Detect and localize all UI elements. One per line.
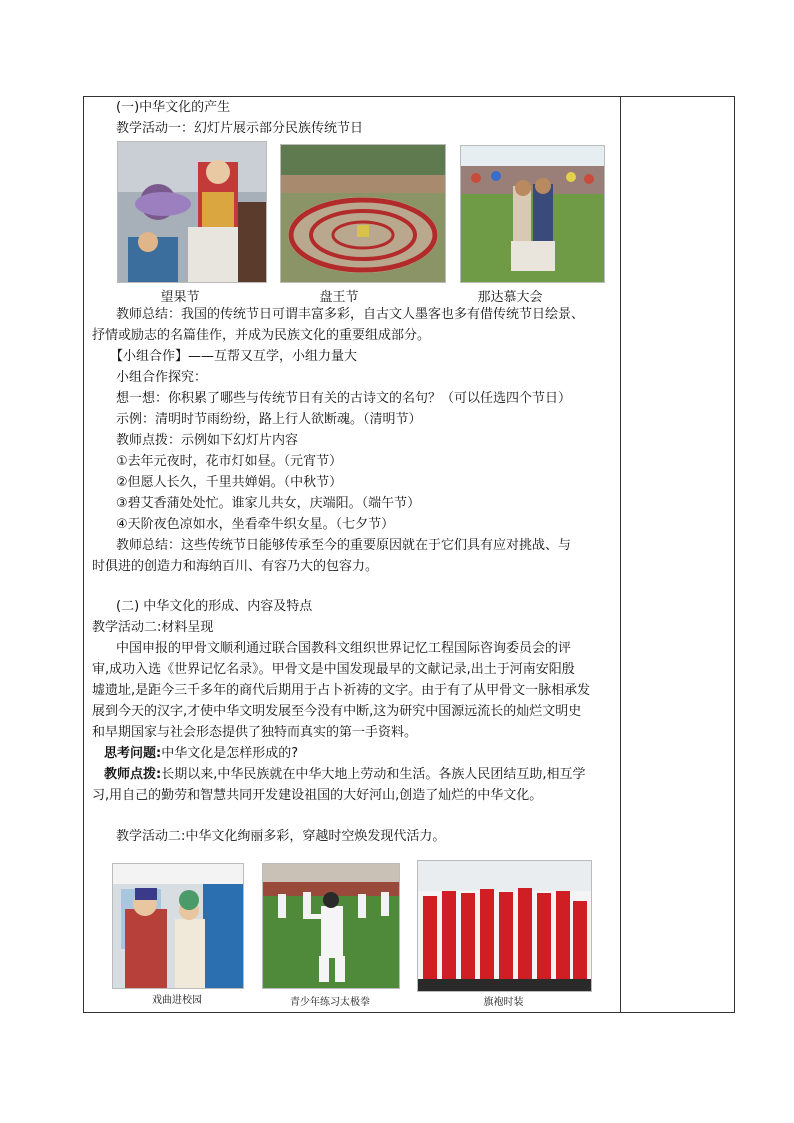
section1-heading: (一)中华文化的产生 <box>116 100 231 115</box>
activity2-label: 教学活动二:材料呈现 <box>92 620 214 635</box>
think-question-row <box>104 745 298 763</box>
think-question: 想一想：你积累了哪些与传统节日有关的古诗文的名句？（可以任选四个节日） <box>116 391 572 406</box>
activity3-label: 教学活动二:中华文化绚丽多彩，穿越时空焕发现代活力。 <box>116 829 446 844</box>
photo-caption: 盘王节 <box>319 290 359 305</box>
culture-photo-opera <box>112 863 244 989</box>
material-line: 展到今天的汉字,才使中华文明发展至今没有中断,这为研究中国源远流长的灿烂文明史 <box>92 704 582 719</box>
teacher-hint: 教师点拨：示例如下幻灯片内容 <box>116 433 299 448</box>
hint-text: 长期以来,中华民族就在中华大地上劳动和生活。各族人民团结互助,相互学 <box>161 767 586 782</box>
section2-heading: (二) 中华文化的形成、内容及特点 <box>116 599 313 614</box>
question-text: 中华文化是怎样形成的? <box>161 746 299 761</box>
poem-line: ④天阶夜色凉如水，坐看牵牛织女星。（七夕节） <box>116 517 395 532</box>
festival-photo-wangguo <box>117 141 267 283</box>
photo-caption: 旗袍时装 <box>483 997 524 1008</box>
festival-photo-panwang <box>280 144 446 283</box>
question-label: 思考问题: <box>104 746 162 761</box>
table-column-divider <box>620 96 621 1013</box>
culture-photo-qipao <box>417 860 592 992</box>
teacher-hint-line2: 习,用自己的勤劳和智慧共同开发建设祖国的大好河山,创造了灿烂的中华文化。 <box>92 788 543 803</box>
material-line: 中国申报的甲骨文顺利通过联合国教科文组织世界记忆工程国际咨询委员会的评 <box>116 641 572 656</box>
poem-line: ③碧艾香蒲处处忙。谁家儿共女，庆端阳。（端午节） <box>116 496 421 511</box>
teacher-hint-row <box>104 766 585 784</box>
poem-line: ①去年元夜时，花市灯如昼。（元宵节） <box>116 454 343 469</box>
material-line: 审,成功入选《世界记忆名录》。甲骨文是中国发现最早的文献记录,出土于河南安阳殷 <box>92 662 575 677</box>
material-line: 和早期国家与社会形态提供了独特而真实的第一手资料。 <box>92 725 418 740</box>
poem-line: ②但愿人长久，千里共婵娟。（中秋节） <box>116 475 343 490</box>
photo-caption: 那达慕大会 <box>477 290 543 305</box>
teacher-summary-1b: 抒情或励志的名篇佳作，并成为民族文化的重要组成部分。 <box>92 328 431 343</box>
photo-caption: 戏曲进校园 <box>152 995 202 1006</box>
group-work-title: 【小组合作】——互帮又互学，小组力量大 <box>110 349 358 364</box>
teacher-summary-2b: 时俱进的创造力和海纳百川、有容乃大的包容力。 <box>92 559 379 574</box>
material-line: 墟遗址,是距今三千多年的商代后期用于占卜祈祷的文字。由于有了从甲骨文一脉相承发 <box>92 683 591 698</box>
activity1-label: 教学活动一：幻灯片展示部分民族传统节日 <box>116 121 364 136</box>
group-explore-label: 小组合作探究： <box>116 370 208 385</box>
photo-caption: 青少年练习太极拳 <box>290 997 370 1008</box>
example-line: 示例：清明时节雨纷纷，路上行人欲断魂。（清明节） <box>116 412 422 427</box>
culture-photo-taichi <box>262 863 400 989</box>
hint-label: 教师点拨: <box>104 767 162 782</box>
festival-photo-naadam <box>460 145 605 283</box>
photo-caption: 望果节 <box>160 290 200 305</box>
teacher-summary-1a: 教师总结：我国的传统节日可谓丰富多彩，自古文人墨客也多有借传统节日绘景、 <box>116 307 585 322</box>
teacher-summary-2a: 教师总结：这些传统节日能够传承至今的重要原因就在于它们具有应对挑战、与 <box>116 538 572 553</box>
